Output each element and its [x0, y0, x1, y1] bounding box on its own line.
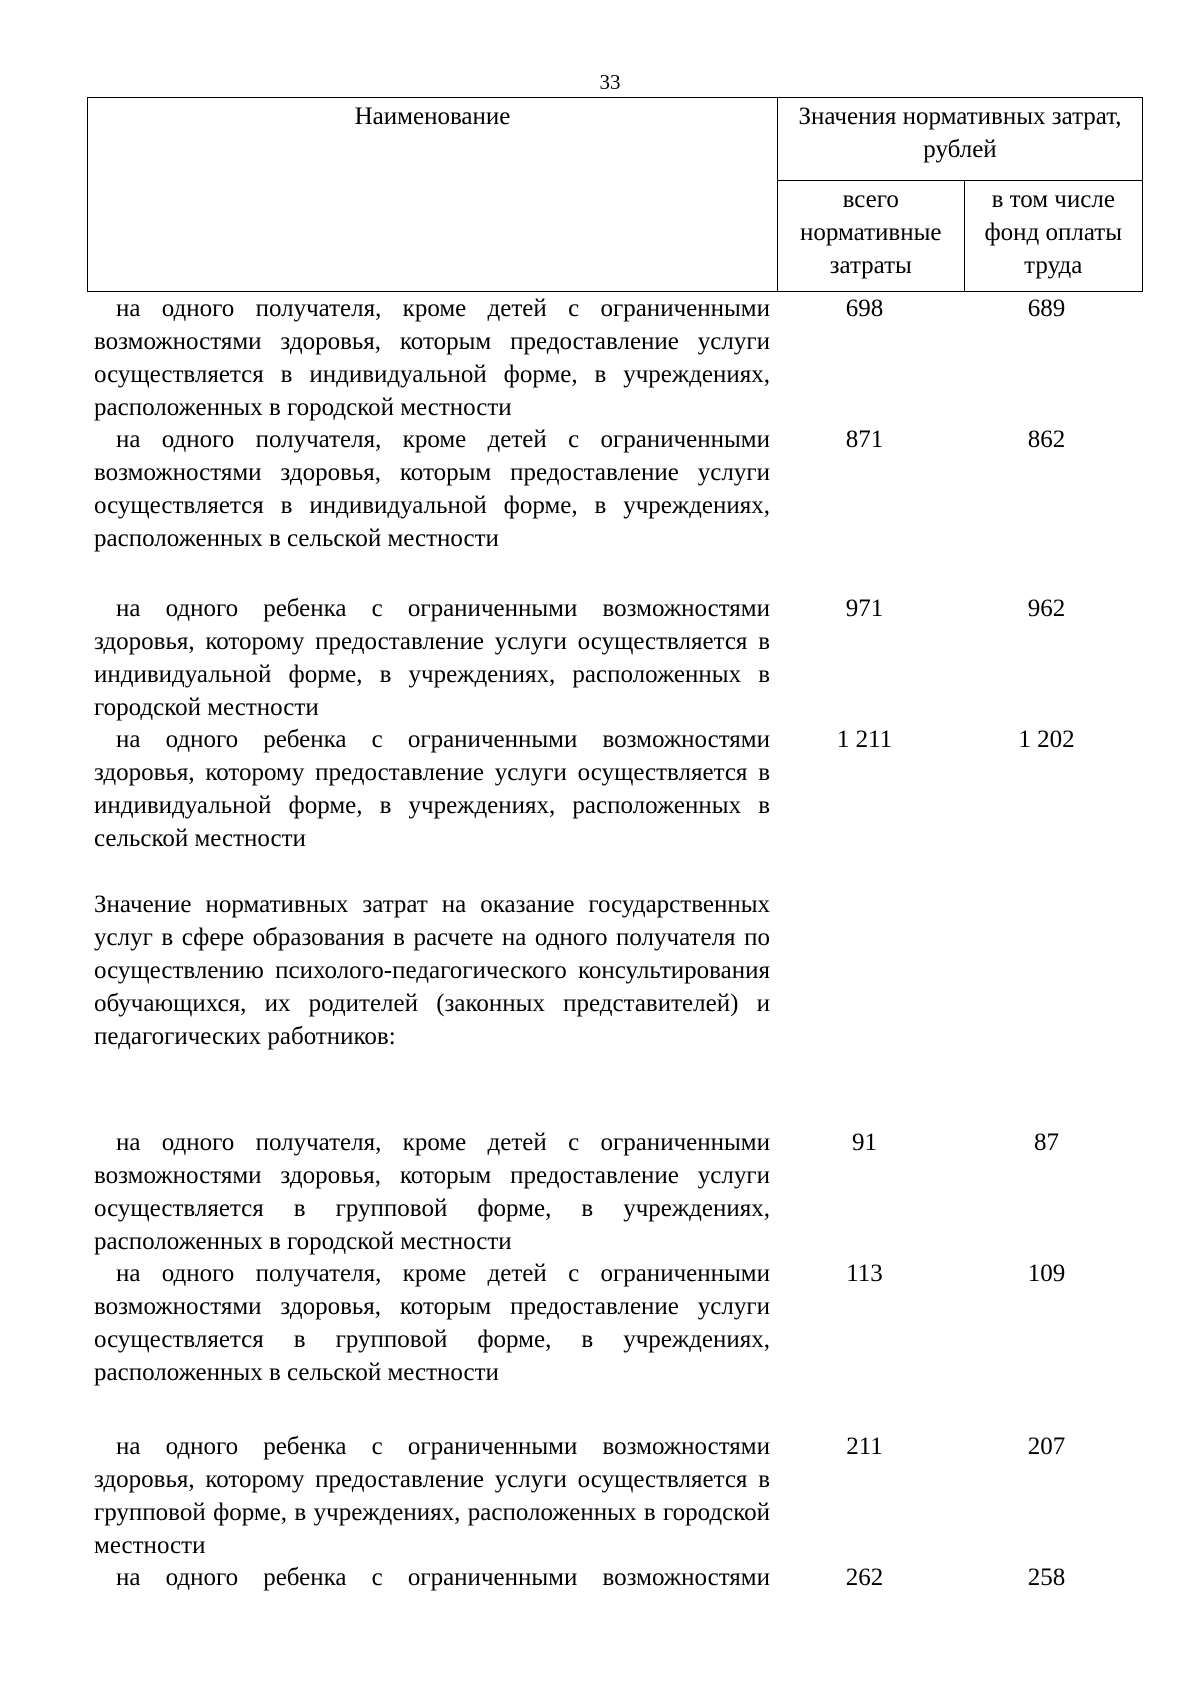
table-row — [94, 592, 1154, 723]
row-total: 211 — [846, 1433, 883, 1460]
row-fot: 87 — [1034, 1129, 1059, 1156]
row-name: на одного ребенка с ограниченными возможностями — [116, 1564, 770, 1591]
row-fot: 862 — [1027, 426, 1066, 453]
row-total: 871 — [845, 426, 884, 453]
table-row — [94, 888, 1154, 1126]
row-name: на одного ребенка с ограниченными возможностями здоровья, которому предоставление услуги осуществляется в групповой форме, в учреждениях, расположенных в городской местности — [94, 1433, 770, 1559]
header-total: всего нормативные затраты — [778, 181, 965, 292]
table-body — [94, 292, 1154, 1601]
row-fot: 689 — [1027, 295, 1066, 322]
table-row — [94, 723, 1154, 888]
row-fot: 109 — [1027, 1260, 1066, 1287]
page-number: 33 — [599, 70, 621, 94]
table-row — [94, 1126, 1154, 1257]
row-name: на одного получателя, кроме детей с ограниченными возможностями здоровья, которым предоставление услуги осуществляется в индивидуальной форме, в учреждениях, расположенных в сельской местности — [94, 426, 770, 552]
header-values: Значения нормативных затрат, рублей — [778, 98, 1143, 181]
row-total: 91 — [852, 1129, 877, 1156]
row-name: на одного получателя, кроме детей с ограниченными возможностями здоровья, которым предоставление услуги осуществляется в групповой форме, в учреждениях, расположенных в сельской местности — [94, 1260, 770, 1386]
row-name: на одного получателя, кроме детей с ограниченными возможностями здоровья, которым предоставление услуги осуществляется в индивидуальной форме, в учреждениях, расположенных в городской местности — [94, 295, 770, 421]
table-header — [87, 97, 1143, 292]
table-row — [94, 1257, 1154, 1430]
row-total: 113 — [846, 1260, 883, 1287]
row-total: 1 211 — [836, 726, 893, 753]
table-row — [94, 292, 1154, 423]
row-name: на одного получателя, кроме детей с ограниченными возможностями здоровья, которым предоставление услуги осуществляется в групповой форме, в учреждениях, расположенных в городской местности — [94, 1129, 770, 1255]
row-total: 971 — [845, 595, 884, 622]
table-row — [94, 423, 1154, 592]
row-fot: 258 — [1027, 1564, 1066, 1591]
header-fot: в том числе фонд оплаты труда — [964, 181, 1143, 292]
row-total: 262 — [845, 1564, 884, 1591]
row-fot: 1 202 — [1018, 726, 1075, 753]
row-name: на одного ребенка с ограниченными возможностями здоровья, которому предоставление услуги осуществляется в индивидуальной форме, в учреждениях, расположенных в городской местности — [94, 595, 770, 721]
table-row — [94, 1430, 1154, 1561]
row-name: на одного ребенка с ограниченными возможностями здоровья, которому предоставление услуги осуществляется в индивидуальной форме, в учреждениях, расположенных в сельской местности — [94, 726, 770, 852]
row-name: Значение нормативных затрат на оказание государственных услуг в сфере образования в расчете на одного получателя по осуществлению психолого-педагогического консультирования обучающихся, их родителей (законных представителей) и педагогических работников: — [94, 891, 770, 1050]
row-total: 698 — [845, 295, 884, 322]
row-fot: 962 — [1027, 595, 1066, 622]
header-name: Наименование — [88, 98, 778, 292]
table-row — [94, 1561, 1154, 1601]
row-fot: 207 — [1027, 1433, 1066, 1460]
